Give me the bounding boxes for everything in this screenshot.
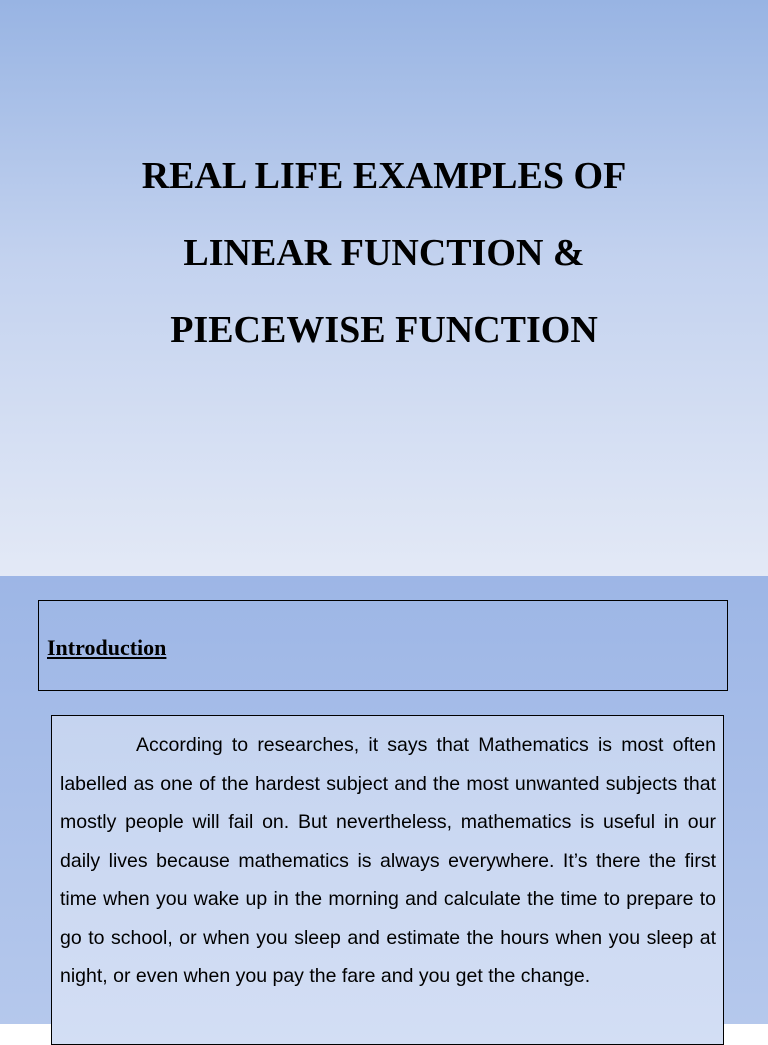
title-line-3: PIECEWISE FUNCTION bbox=[170, 309, 598, 351]
introduction-text-box bbox=[51, 715, 724, 1045]
title-line-1: REAL LIFE EXAMPLES OF bbox=[141, 155, 627, 197]
introduction-paragraph: According to researches, it says that Mathematics is most often labelled as one of the hardest subject and the most unwanted subjects that mostly people will fail on. But nevertheless, mathematics is useful in our daily lives because mathematics is always everywhere. It’s there the first time when you wake up in the morning and calculate the time to prepare to go to school, or when you sleep and estimate the hours when you sleep at night, or even when you pay the fare and you get the change. bbox=[60, 734, 716, 987]
introduction-heading-box bbox=[38, 600, 728, 691]
introduction-heading: Introduction bbox=[47, 635, 167, 660]
content-slide bbox=[0, 576, 768, 1024]
title-line-2: LINEAR FUNCTION & bbox=[183, 232, 585, 274]
slide-title bbox=[0, 138, 768, 369]
